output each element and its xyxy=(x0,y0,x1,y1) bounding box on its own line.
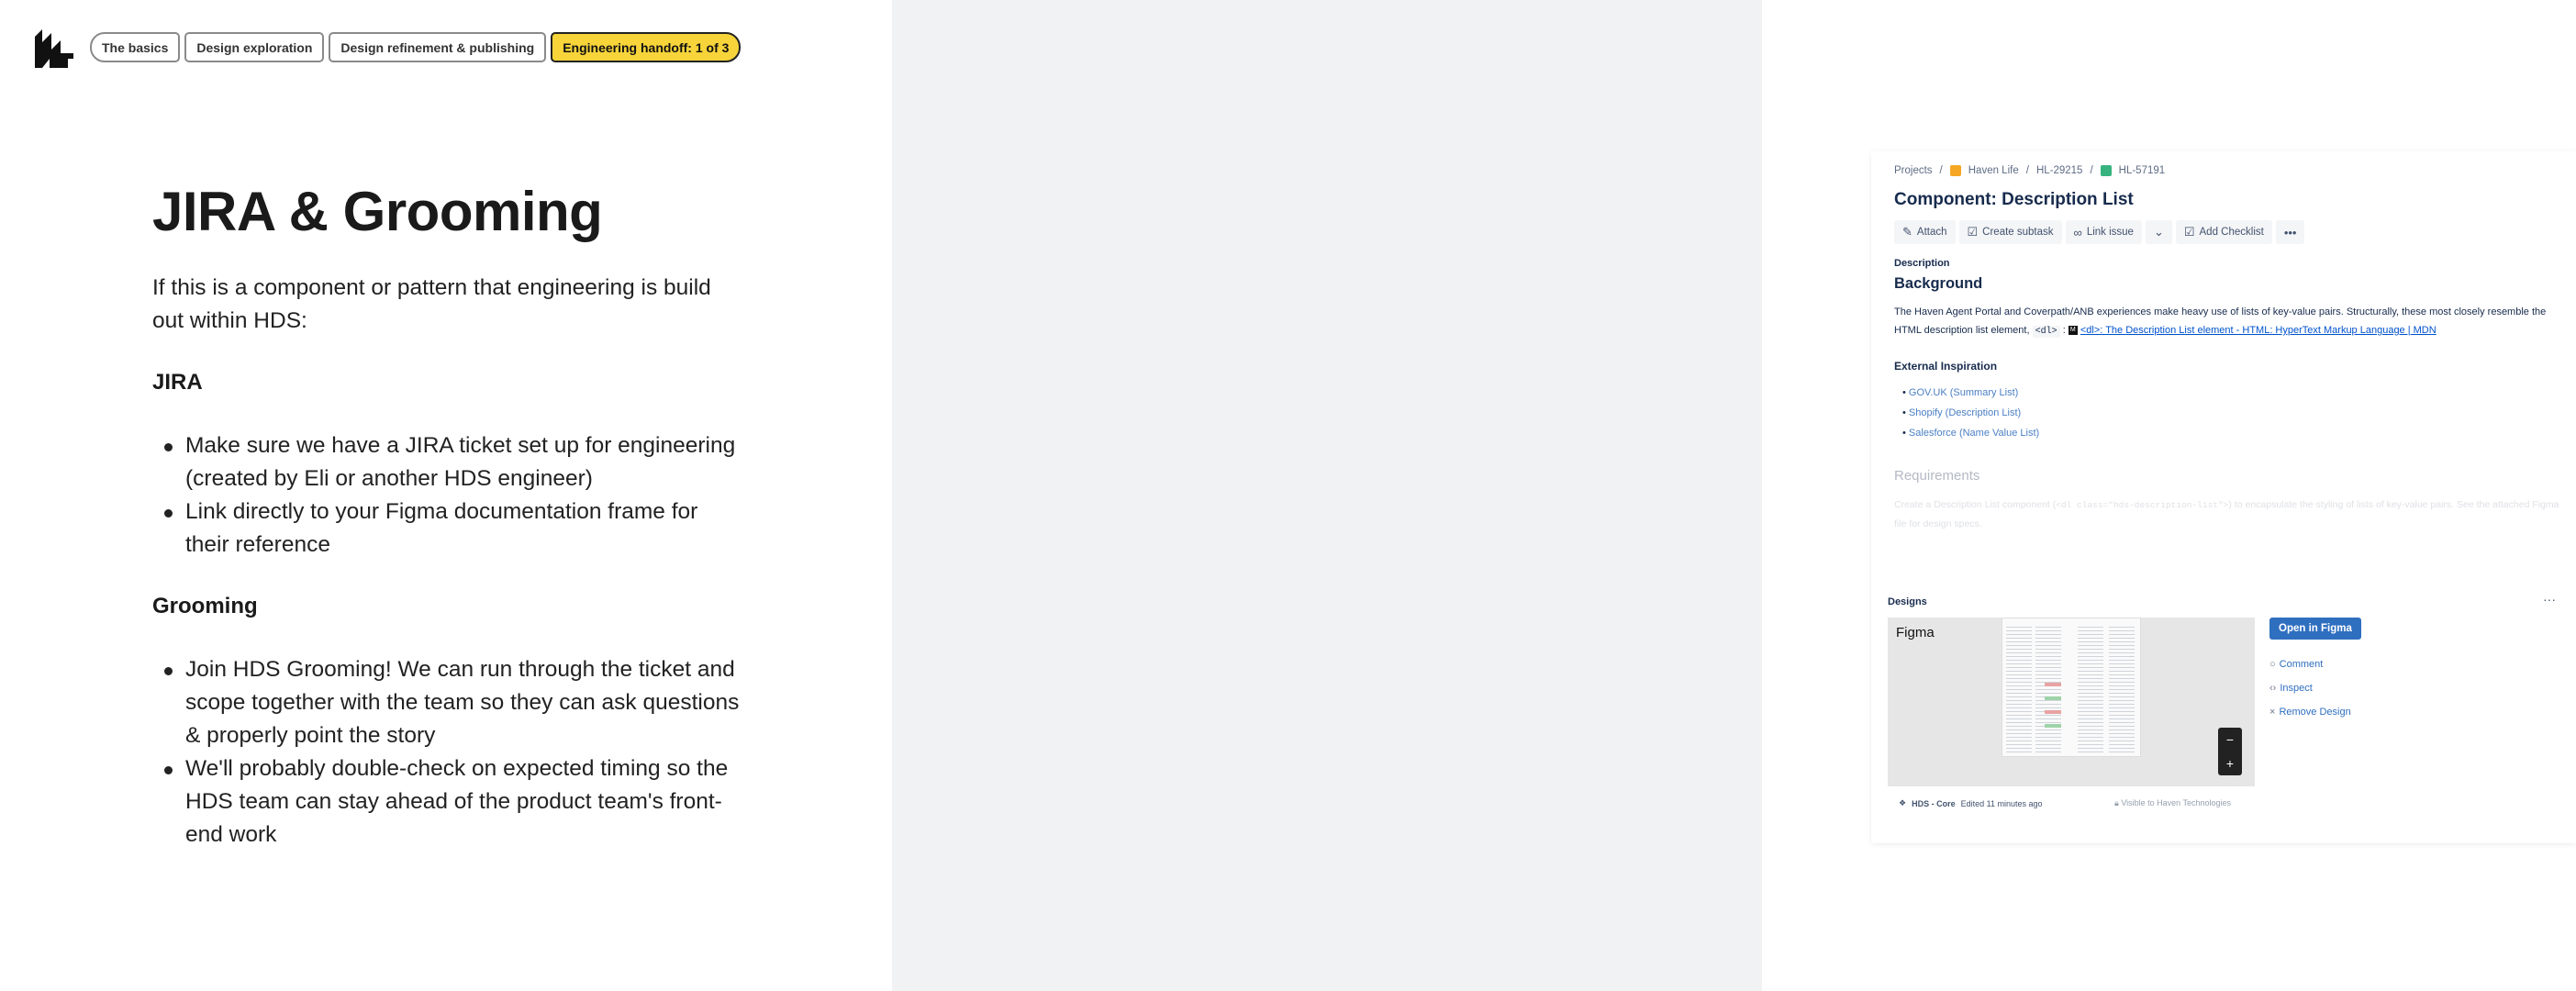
inspect-action[interactable]: ‹› Inspect xyxy=(2269,683,2313,694)
external-inspiration-heading: External Inspiration xyxy=(1894,360,1998,373)
breadcrumb-epic[interactable]: HL-29215 xyxy=(2035,165,2083,176)
subtask-icon: ☑ xyxy=(1967,225,1979,239)
open-in-figma-button[interactable]: Open in Figma xyxy=(2269,618,2361,640)
tab-design-refinement[interactable]: Design refinement & publishing xyxy=(329,32,546,62)
paperclip-icon: ✎ xyxy=(1902,225,1912,239)
visibility-info: 🔒︎ Visible to Haven Technologies xyxy=(2114,798,2232,807)
chevron-down-icon: ⌄ xyxy=(2153,225,2164,239)
intro-text: If this is a component or pattern that engineering is build out within HDS: xyxy=(152,275,711,333)
issue-title[interactable]: Component: Description List xyxy=(1894,190,2134,209)
designs-more-icon[interactable]: ··· xyxy=(2543,592,2556,607)
mdn-link[interactable]: <dl>: The Description List element - HTML: HyperText Markup Language | MDN xyxy=(2080,325,2437,336)
code-icon: ‹› xyxy=(2269,683,2277,694)
breadcrumb-project[interactable]: Haven Life xyxy=(1968,165,2019,176)
issue-toolbar xyxy=(1894,220,2304,244)
screenshot-panel xyxy=(892,0,2559,991)
list-item[interactable]: • GOV.UK (Summary List) xyxy=(1902,383,2039,403)
zoom-controls[interactable] xyxy=(2218,728,2242,775)
tab-engineering-handoff[interactable]: Engineering handoff: 1 of 3 xyxy=(551,32,741,62)
breadcrumb-projects[interactable]: Projects xyxy=(1894,165,1933,176)
list-item: We'll probably double-check on expected timing so the HDS team can stay ahead of the product team's front-end work xyxy=(152,752,740,852)
design-actions xyxy=(2269,652,2351,724)
description-label: Description xyxy=(1894,258,1950,269)
more-actions-dropdown[interactable] xyxy=(2146,220,2172,244)
list-item: Make sure we have a JIRA ticket set up for engineering (created by Eli or another HDS engineer) xyxy=(152,429,740,496)
requirements-paragraph: Create a Description List component (<dl class="hds-description-list">) to encapsulate the styling of lists of key-value pairs. See the attached Figma file for design specs. xyxy=(1894,499,2559,529)
attach-button[interactable]: ✎ Attach xyxy=(1894,220,1956,244)
zoom-out-icon[interactable]: − xyxy=(2225,732,2235,747)
design-thumbnail xyxy=(2002,618,2141,757)
figma-preview[interactable] xyxy=(1888,618,2255,786)
tab-the-basics[interactable]: The basics xyxy=(90,32,180,62)
comment-action[interactable]: ○ Comment xyxy=(2269,659,2324,670)
background-heading: Background xyxy=(1894,275,1983,292)
edited-time: Edited 11 minutes ago xyxy=(1960,798,2043,808)
file-name[interactable]: HDS - Core xyxy=(1912,798,1956,808)
jira-list xyxy=(152,429,740,562)
remove-design-action[interactable]: × Remove Design xyxy=(2269,707,2351,718)
lock-icon: 🔒︎ xyxy=(2114,798,2119,807)
requirements-heading: Requirements xyxy=(1894,468,1980,484)
story-icon xyxy=(2101,165,2112,176)
close-icon: × xyxy=(2269,707,2276,718)
slide-content xyxy=(0,0,892,991)
designs-heading: Designs xyxy=(1888,596,1927,607)
link-icon: ∞ xyxy=(2073,225,2082,239)
grooming-list xyxy=(152,653,740,852)
external-links xyxy=(1902,383,2039,443)
breadcrumb: Projects / Haven Life / HL-29215 / HL-57191 xyxy=(1894,165,2166,176)
jira-heading: JIRA xyxy=(152,370,203,395)
mdn-icon: M xyxy=(2069,326,2078,335)
list-item: Join HDS Grooming! We can run through the ticket and scope together with the team so they can ask questions & properly point the story xyxy=(152,653,740,752)
design-footer xyxy=(1899,798,2043,808)
link-issue-button[interactable]: ∞ Link issue xyxy=(2066,220,2142,244)
page-title: JIRA & Grooming xyxy=(152,181,603,242)
jira-issue-card xyxy=(1871,151,2576,843)
create-subtask-button[interactable]: ☑ Create subtask xyxy=(1959,220,2062,244)
comment-icon: ○ xyxy=(2269,659,2276,670)
preview-label: Figma xyxy=(1896,625,1935,640)
add-checklist-button[interactable]: ☑ Add Checklist xyxy=(2176,220,2272,244)
list-item[interactable]: • Salesforce (Name Value List) xyxy=(1902,423,2039,443)
description-paragraph: The Haven Agent Portal and Coverpath/ANB experiences make heavy use of lists of key-value pairs. Structurally, these most closely resemble the HTML description list element, <dl> : M <dl>: The Description List element - HTML: HyperText Markup Language | MDN xyxy=(1894,306,2547,337)
ellipsis-icon: ••• xyxy=(2283,225,2297,239)
project-icon xyxy=(1950,165,1961,176)
section-nav xyxy=(90,32,741,62)
breadcrumb-issue[interactable]: HL-57191 xyxy=(2118,165,2166,176)
haven-logo-icon xyxy=(35,29,73,68)
inline-code: <dl> xyxy=(2033,326,2060,338)
list-item[interactable]: • Shopify (Description List) xyxy=(1902,403,2039,423)
grooming-heading: Grooming xyxy=(152,594,258,618)
more-options-button[interactable] xyxy=(2276,220,2305,244)
figma-icon: ❖ xyxy=(1899,798,1907,807)
zoom-in-icon[interactable]: + xyxy=(2225,756,2235,771)
checkbox-icon: ☑ xyxy=(2183,225,2195,239)
list-item: Link directly to your Figma documentation frame for their reference xyxy=(152,496,740,562)
tab-design-exploration[interactable]: Design exploration xyxy=(184,32,324,62)
